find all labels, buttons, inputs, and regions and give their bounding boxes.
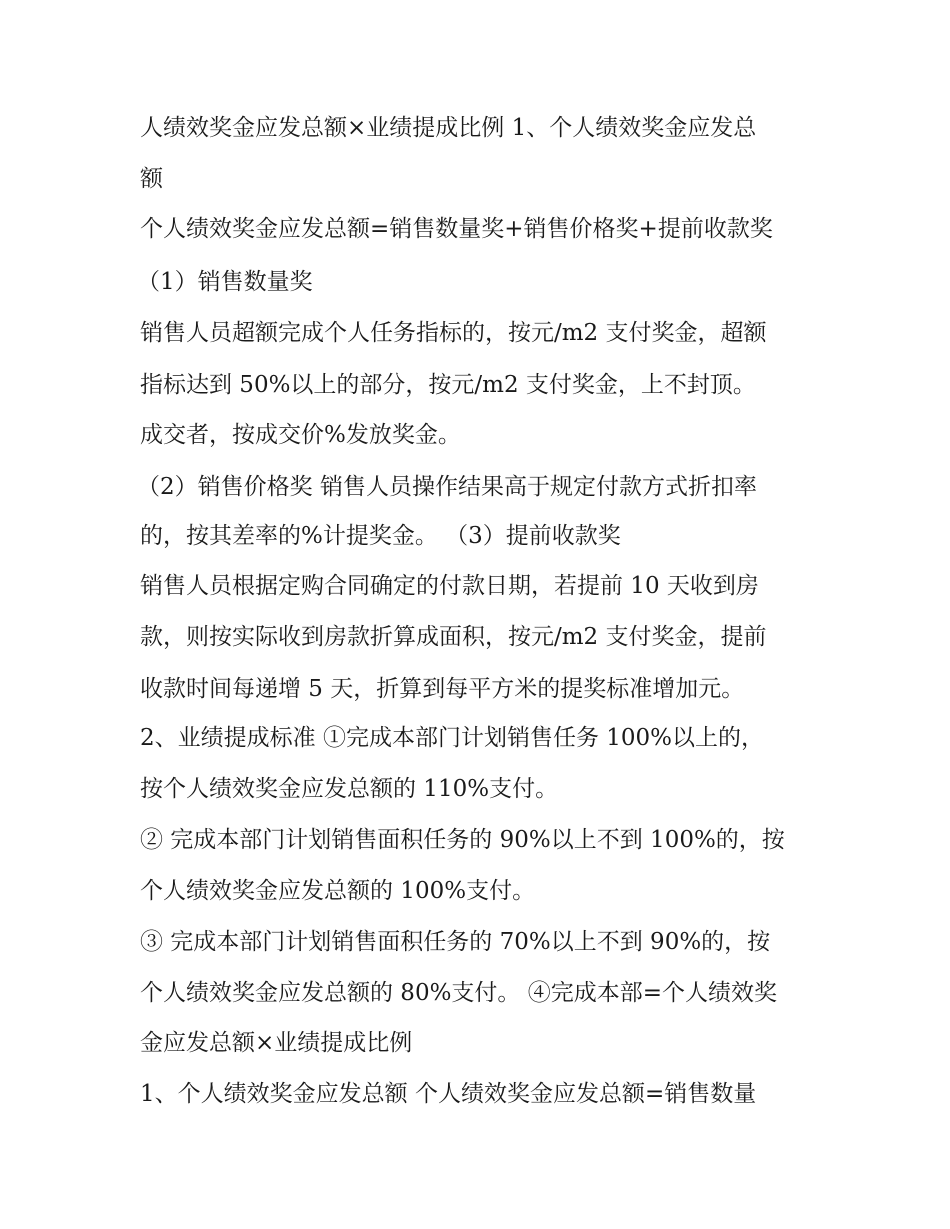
- text-line: 个人绩效奖金应发总额=销售数量奖+销售价格奖+提前收款奖: [140, 216, 773, 242]
- text-line: 按个人绩效奖金应发总额的 110%支付。: [140, 776, 559, 802]
- text-line: 收款时间每递增 5 天，折算到每平方米的提奖标准增加元。: [140, 676, 745, 702]
- text-line: 金应发总额×业绩提成比例: [140, 1030, 413, 1056]
- text-line: 的，按其差率的%计提奖金。 （3）提前收款奖: [140, 523, 621, 549]
- text-line: 个人绩效奖金应发总额的 100%支付。: [140, 878, 536, 904]
- section-heading-sales-price: （2）销售价格奖 销售人员操作结果高于规定付款方式折扣率: [137, 474, 757, 500]
- text-line: 销售人员超额完成个人任务指标的，按元/m2 支付奖金，超额: [140, 320, 767, 346]
- text-line: ② 完成本部门计划销售面积任务的 90%以上不到 100%的，按: [140, 827, 785, 853]
- section-heading-commission-standard: 2、业绩提成标准 ①完成本部门计划销售任务 100%以上的，: [140, 725, 765, 751]
- text-line: 1、个人绩效奖金应发总额 个人绩效奖金应发总额=销售数量: [140, 1081, 757, 1107]
- text-line: 款，则按实际收到房款折算成面积，按元/m2 支付奖金，提前: [140, 624, 767, 650]
- text-line: 指标达到 50%以上的部分，按元/m2 支付奖金，上不封顶。: [140, 372, 756, 398]
- text-line: 额: [140, 166, 163, 192]
- text-line: 成交者，按成交价%发放奖金。: [140, 422, 461, 448]
- text-line: ③ 完成本部门计划销售面积任务的 70%以上不到 90%的，按: [140, 929, 771, 955]
- text-line: 人绩效奖金应发总额×业绩提成比例 1、个人绩效奖金应发总: [140, 115, 757, 141]
- text-line: 销售人员根据定购合同确定的付款日期，若提前 10 天收到房: [140, 573, 759, 599]
- text-line: 个人绩效奖金应发总额的 80%支付。 ④完成本部=个人绩效奖: [140, 980, 778, 1006]
- section-heading-sales-quantity: （1）销售数量奖: [137, 269, 313, 295]
